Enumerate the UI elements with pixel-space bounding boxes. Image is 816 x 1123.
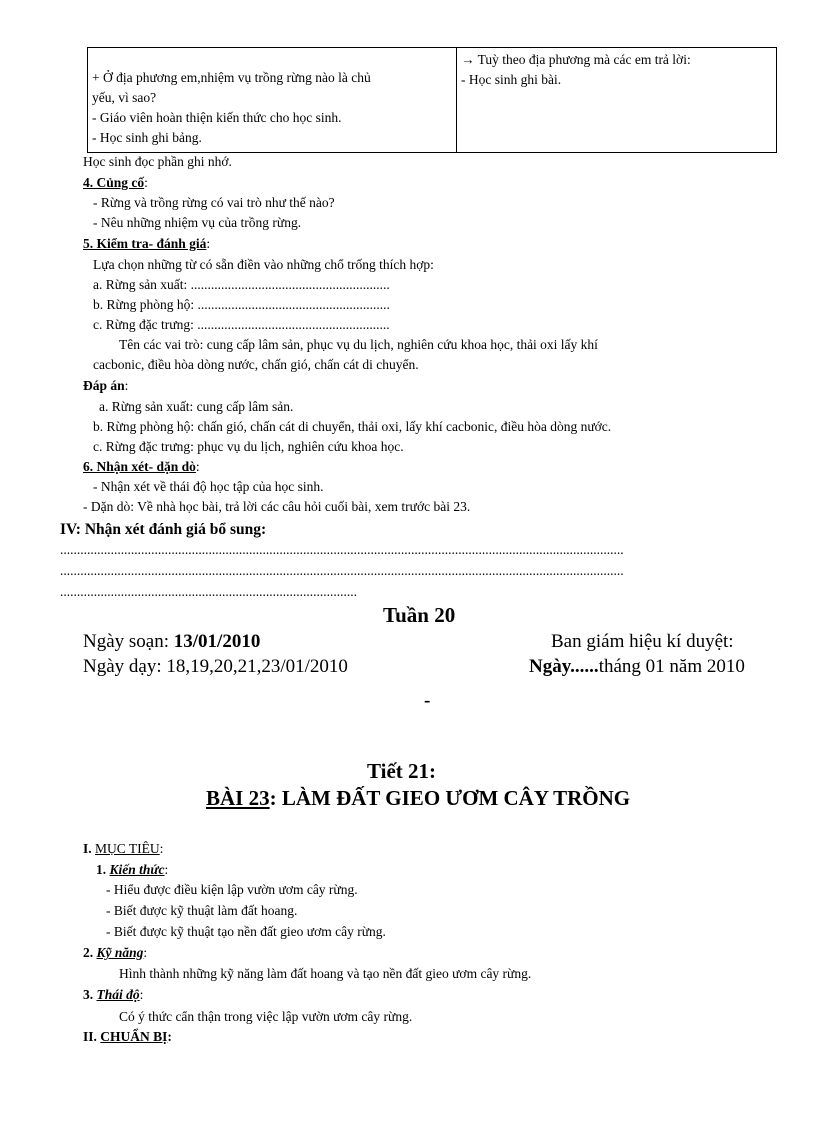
blank-line: b. Rừng phòng hộ: ......................................................... — [93, 297, 390, 312]
activity-table — [87, 47, 777, 153]
table-line: Tuỳ theo địa phương mà các em trả lời: — [477, 52, 691, 67]
options-line: cacbonic, điều hòa dòng nước, chấn gió, chấn cát di chuyển. — [93, 357, 419, 372]
bo-sung-heading: IV: Nhận xét đánh giá bổ sung: — [60, 521, 267, 538]
objectives-heading: I. MỤC TIÊU: — [83, 841, 164, 856]
kiem-tra-heading: 5. Kiểm tra- đánh giá: — [83, 236, 211, 251]
prep-date: Ngày soạn: 13/01/2010 — [83, 631, 261, 652]
preparation-heading: II. CHUẨN BỊ: — [83, 1029, 172, 1044]
knowledge-heading: 1. Kiến thức: — [96, 862, 169, 877]
blank-line: a. Rừng sản xuất: ........................................................... — [93, 277, 390, 292]
answer-item: c. Rừng đặc trưng: phục vụ du lịch, nghiên cứu khoa học. — [93, 439, 404, 454]
list-item: - Hiểu được điều kiện lập vườn ươm cây rừng. — [106, 882, 358, 897]
list-item: - Biết được kỹ thuật làm đất hoang. — [106, 903, 298, 918]
teach-date: Ngày dạy: 18,19,20,21,23/01/2010 — [83, 656, 348, 677]
answer-item: b. Rừng phòng hộ: chấn gió, chấn cát di chuyển, thải oxi, lấy khí cacbonic, điều hòa dòng nước. — [93, 419, 612, 434]
dotted-line: ........................................................................................ — [60, 584, 357, 599]
approval-date: Ngày......tháng 01 năm 2010 — [529, 656, 745, 677]
attitude-text: Có ý thức cẩn thận trong việc lập vườn ươm cây rừng. — [119, 1009, 413, 1024]
list-item: - Nhận xét về thái độ học tập của học sinh. — [93, 479, 324, 494]
dotted-line: ....................................................................................................................................................................... — [60, 563, 624, 578]
dap-an-heading: Đáp án: — [83, 378, 129, 393]
arrow-icon: → — [461, 52, 475, 67]
list-item: - Biết được kỹ thuật tạo nền đất gieo ươm cây rừng. — [106, 924, 386, 939]
blank-line: c. Rừng đặc trưng: ......................................................... — [93, 317, 390, 332]
week-title: Tuần 20 — [383, 603, 456, 627]
attitude-heading: 3. Thái độ: — [83, 987, 144, 1002]
answer-item: a. Rừng sản xuất: cung cấp lâm sản. — [99, 399, 294, 414]
board-approval: Ban giám hiệu kí duyệt: — [551, 631, 734, 652]
cung-co-heading: 4. Củng cố: — [83, 175, 148, 190]
table-line: - Học sinh ghi bài. — [461, 72, 562, 87]
skill-heading: 2. Kỹ năng: — [83, 945, 148, 960]
table-line: - Giáo viên hoàn thiện kiến thức cho học sinh. — [92, 110, 342, 125]
table-line: - Học sinh ghi bảng. — [92, 130, 202, 145]
dotted-line: ....................................................................................................................................................................... — [60, 542, 624, 557]
teacher-activity-cell — [88, 48, 457, 153]
list-item: - Dặn dò: Về nhà học bài, trả lời các câu hỏi cuối bài, xem trước bài 23. — [83, 499, 471, 514]
read-memo: Học sinh đọc phần ghi nhớ. — [83, 154, 232, 169]
period-title: Tiết 21: — [367, 759, 437, 783]
lesson-title: BÀI 23: LÀM ĐẤT GIEO ƯƠM CÂY TRỒNG — [206, 786, 631, 810]
list-item: - Rừng và trồng rừng có vai trò như thế nào? — [93, 195, 335, 210]
kiem-tra-intro: Lựa chọn những từ có sẵn điền vào những chổ trống thích hợp: — [93, 257, 434, 272]
options-line: Tên các vai trò: cung cấp lâm sản, phục vụ du lịch, nghiên cứu khoa học, thải oxi lấy khí — [119, 337, 598, 352]
student-activity-cell — [457, 48, 777, 153]
table-line: yếu, vì sao? — [92, 90, 157, 105]
nhan-xet-heading: 6. Nhận xét- dặn dò: — [83, 459, 200, 474]
skill-text: Hình thành những kỹ năng làm đất hoang và tạo nền đất gieo ươm cây rừng. — [119, 966, 532, 981]
list-item: - Nêu những nhiệm vụ của trồng rừng. — [93, 215, 302, 230]
table-line: + Ở địa phương em,nhiệm vụ trồng rừng nào là chủ — [92, 70, 371, 85]
separator-dash: - — [424, 690, 431, 711]
